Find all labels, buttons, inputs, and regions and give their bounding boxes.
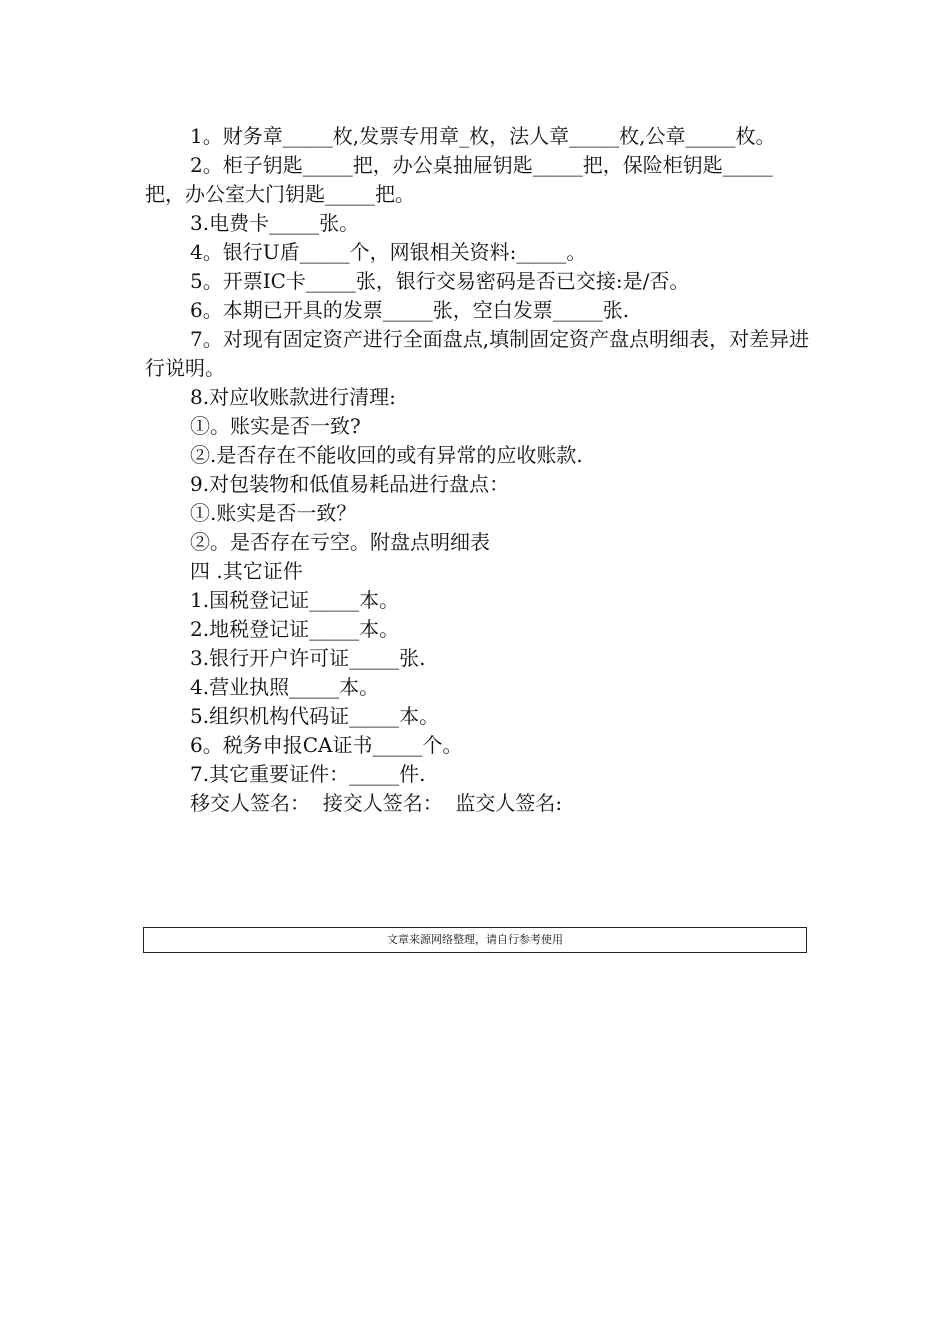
item-packaging-check-2: ②。是否存在亏空。附盘点明细表 xyxy=(190,530,490,554)
item-other-certificates: 7.其它重要证件：_____件. xyxy=(190,762,426,786)
item-bank-account-permit: 3.银行开户许可证_____张. xyxy=(190,646,426,670)
item-local-tax-cert: 2.地税登记证_____本。 xyxy=(190,617,400,641)
item-seals: 1。财务章_____枚,发票专用章_枚，法人章_____枚,公章_____枚。 xyxy=(190,124,776,148)
item-receivables: 8.对应收账款进行清理: xyxy=(190,385,396,409)
item-org-code-cert: 5.组织机构代码证_____本。 xyxy=(190,704,440,728)
footer-notice: 文章来源网络整理，请自行参考使用 xyxy=(143,927,807,953)
item-fixed-assets: 7。对现有固定资产进行全面盘点,填制固定资产盘点明细表，对差异进行说明。 xyxy=(145,327,810,380)
item-packaging: 9.对包装物和低值易耗品进行盘点： xyxy=(190,472,510,496)
item-bank-ukey: 4。银行U盾_____个，网银相关资料:_____。 xyxy=(190,240,587,264)
item-receivables-check-1: ①。账实是否一致? xyxy=(190,414,361,438)
item-electricity-card: 3.电费卡_____张。 xyxy=(190,211,360,235)
item-keys: 2。柜子钥匙_____把，办公桌抽屉钥匙_____把，保险柜钥匙_____把，办公室大门钥匙_____把。 xyxy=(145,153,773,206)
item-packaging-check-1: ①.账实是否一致？ xyxy=(190,501,357,525)
document-body xyxy=(145,122,810,818)
item-invoices: 6。本期已开具的发票_____张，空白发票_____张. xyxy=(190,298,630,322)
item-receivables-check-2: ②.是否存在不能收回的或有异常的应收账款. xyxy=(190,443,583,467)
signature-line: 移交人签名： 接交人签名： 监交人签名: xyxy=(190,791,563,815)
item-business-license: 4.营业执照_____本。 xyxy=(190,675,380,699)
item-ca-cert: 6。税务申报CA证书_____个。 xyxy=(190,733,463,757)
item-ic-card: 5。开票IC卡_____张，银行交易密码是否已交接:是/否。 xyxy=(190,269,690,293)
item-national-tax-cert: 1.国税登记证_____本。 xyxy=(190,588,400,612)
section-heading-other-certificates: 四 .其它证件 xyxy=(190,559,303,583)
